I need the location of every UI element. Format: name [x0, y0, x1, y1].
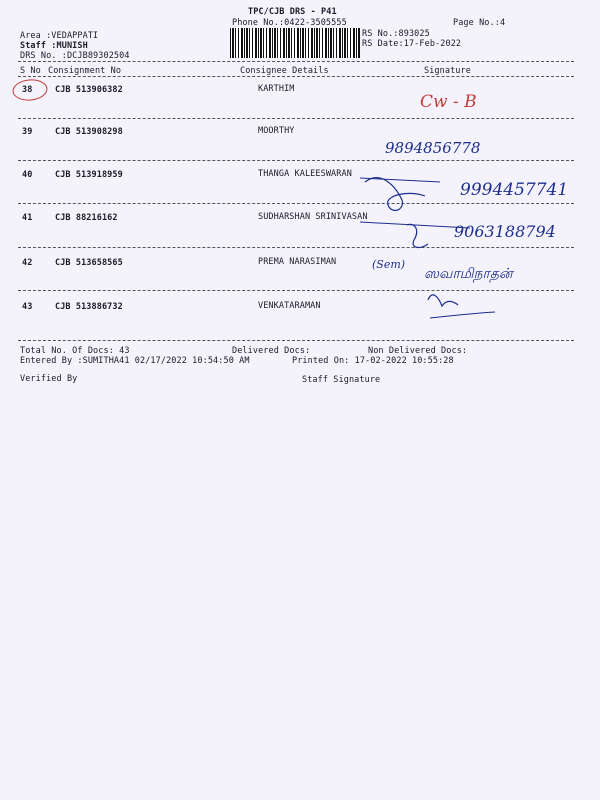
row-consignment: CJB 513886732	[55, 302, 123, 312]
row-consignee: THANGA KALEESWARAN	[258, 169, 352, 179]
row-consignment: CJB 513658565	[55, 258, 123, 268]
row-sno: 40	[22, 170, 33, 180]
row-sno: 38	[22, 85, 33, 95]
column-header-consignee: Consignee Details	[240, 66, 329, 76]
rs-number: RS No.:893025	[362, 29, 430, 39]
row-consignee: SUDHARSHAN SRINIVASAN	[258, 212, 368, 222]
row-consignee: MOORTHY	[258, 126, 295, 136]
row-sno: 42	[22, 258, 33, 268]
handwritten-mark: Cw - B	[420, 92, 477, 112]
total-docs: Total No. Of Docs: 43	[20, 346, 130, 356]
row-consignment: CJB 513918959	[55, 170, 123, 180]
rs-date: RS Date:17-Feb-2022	[362, 39, 462, 49]
handwritten-phone: 9063188794	[454, 222, 556, 241]
verified-by: Verified By	[20, 374, 78, 384]
column-header-consignment: Consignment No	[48, 66, 122, 76]
phone-number: Phone No.:0422-3505555	[232, 18, 347, 28]
row-consignment: CJB 513908298	[55, 127, 123, 137]
row-consignment: CJB 88216162	[55, 213, 118, 223]
column-header-sno: S No	[20, 66, 41, 76]
row-sno: 41	[22, 213, 33, 223]
row-sno: 43	[22, 302, 33, 312]
handwritten-phone: 9894856778	[385, 139, 481, 157]
document-title: TPC/CJB DRS - P41	[248, 7, 337, 17]
row-consignee: PREMA NARASIMAN	[258, 257, 337, 267]
row-consignment: CJB 513906382	[55, 85, 123, 95]
delivered-docs: Delivered Docs:	[232, 346, 311, 356]
area-label: Area :VEDAPPATI	[20, 31, 99, 41]
non-delivered-docs: Non Delivered Docs:	[368, 346, 468, 356]
handwritten-signature: ஸவாமிநாதன்	[424, 266, 513, 282]
page-number: Page No.:4	[453, 18, 506, 28]
drs-number: DRS No. :DCJB89302504	[20, 51, 130, 61]
printed-on: Printed On: 17-02-2022 10:55:28	[292, 356, 454, 366]
row-consignee: KARTHIM	[258, 84, 295, 94]
entered-by: Entered By :SUMITHA41 02/17/2022 10:54:50 AM	[20, 356, 250, 366]
column-header-signature: Signature	[424, 66, 471, 76]
row-consignee: VENKATARAMAN	[258, 301, 321, 311]
handwritten-phone: 9994457741	[460, 180, 569, 200]
row-sno: 39	[22, 127, 33, 137]
staff-label: Staff :MUNISH	[20, 41, 88, 51]
staff-signature: Staff Signature	[302, 375, 381, 385]
handwritten-note: (Sem)	[372, 258, 406, 271]
